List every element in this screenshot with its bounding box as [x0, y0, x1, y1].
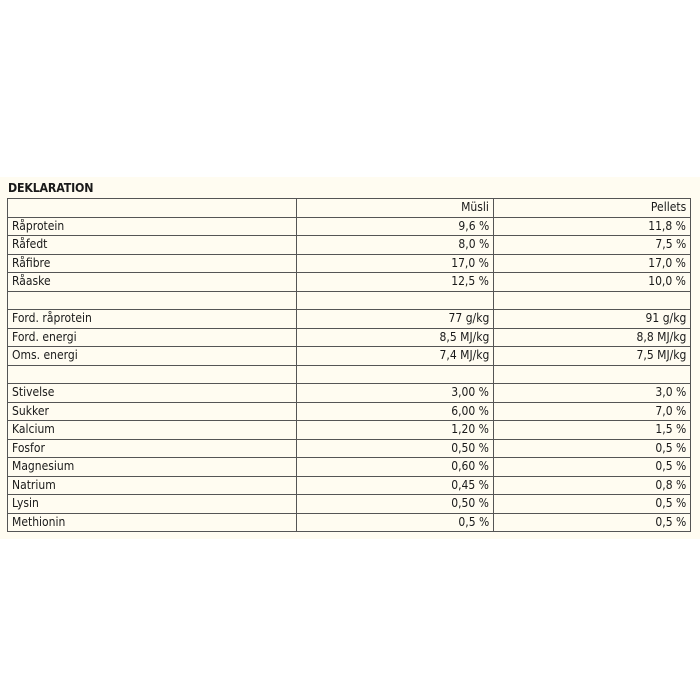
- cell-value-text: 0,5 %: [655, 440, 686, 455]
- cell-value-text: 10,0 %: [648, 274, 686, 289]
- cell-value-text: 8,8 MJ/kg: [636, 329, 686, 344]
- nutrient-label-cell: [8, 254, 297, 273]
- value-cell: [297, 347, 494, 366]
- cell-label-text: Sukker: [12, 403, 49, 418]
- table-row: [8, 347, 691, 366]
- value-cell: [297, 365, 494, 384]
- cell-value-text: Müsli: [461, 200, 489, 215]
- table-row: [8, 217, 691, 236]
- nutrient-label-cell: [8, 421, 297, 440]
- cell-label-text: Oms. energi: [12, 348, 78, 363]
- value-cell: [494, 328, 691, 347]
- cell-value-text: 17,0 %: [648, 255, 686, 270]
- cell-value-text: 0,50 %: [451, 440, 489, 455]
- value-cell: [494, 273, 691, 292]
- cell-label-text: Lysin: [12, 496, 39, 511]
- nutrient-label-cell: [8, 291, 297, 310]
- cell-value-text: 9,6 %: [458, 218, 489, 233]
- cell-label-text: Magnesium: [12, 459, 75, 474]
- table-row: [8, 402, 691, 421]
- value-cell: [494, 365, 691, 384]
- value-cell: [297, 384, 494, 403]
- value-cell: [494, 402, 691, 421]
- value-cell: [297, 439, 494, 458]
- value-cell: [494, 236, 691, 255]
- value-cell: [297, 328, 494, 347]
- value-cell: [494, 513, 691, 532]
- value-cell: [297, 310, 494, 329]
- nutrient-label-cell: [8, 273, 297, 292]
- cell-label-text: Ford. råprotein: [12, 311, 92, 326]
- value-cell: [494, 384, 691, 403]
- nutrient-label-cell: [8, 328, 297, 347]
- value-cell: [494, 421, 691, 440]
- value-cell: [297, 421, 494, 440]
- value-cell: [297, 476, 494, 495]
- cell-value-text: 11,8 %: [648, 218, 686, 233]
- table-row: [8, 439, 691, 458]
- cell-value-text: 0,5 %: [655, 496, 686, 511]
- table-row: [8, 365, 691, 384]
- cell-label-text: Råfibre: [12, 255, 51, 270]
- value-cell: [494, 310, 691, 329]
- declaration-title: DEKLARATION: [8, 181, 94, 195]
- nutrient-label-cell: [8, 495, 297, 514]
- nutrient-label-cell: [8, 217, 297, 236]
- table-row: [8, 495, 691, 514]
- column-header-cell: [494, 199, 691, 218]
- nutrient-label-cell: [8, 347, 297, 366]
- cell-value-text: 1,20 %: [451, 422, 489, 437]
- value-cell: [494, 291, 691, 310]
- value-cell: [494, 439, 691, 458]
- cell-value-text: 7,4 MJ/kg: [439, 348, 489, 363]
- cell-label-text: Kalcium: [12, 422, 55, 437]
- cell-value-text: 0,60 %: [451, 459, 489, 474]
- cell-label-text: Råfedt: [12, 237, 48, 252]
- value-cell: [494, 217, 691, 236]
- cell-label-text: Råprotein: [12, 218, 65, 233]
- cell-value-text: 3,00 %: [451, 385, 489, 400]
- cell-value-text: 7,5 MJ/kg: [636, 348, 686, 363]
- column-header-cell: [297, 199, 494, 218]
- value-cell: [494, 458, 691, 477]
- value-cell: [494, 495, 691, 514]
- nutrient-label-cell: [8, 458, 297, 477]
- value-cell: [297, 273, 494, 292]
- nutrient-label-cell: [8, 476, 297, 495]
- cell-label-text: Natrium: [12, 477, 56, 492]
- nutrient-label-cell: [8, 513, 297, 532]
- cell-value-text: 6,00 %: [451, 403, 489, 418]
- cell-value-text: 8,5 MJ/kg: [439, 329, 489, 344]
- cell-value-text: 0,8 %: [655, 477, 686, 492]
- nutrient-label-cell: [8, 439, 297, 458]
- cell-value-text: 0,50 %: [451, 496, 489, 511]
- cell-value-text: 77 g/kg: [448, 311, 489, 326]
- table-row: [8, 254, 691, 273]
- value-cell: [297, 458, 494, 477]
- nutrient-label-cell: [8, 384, 297, 403]
- cell-value-text: 8,0 %: [458, 237, 489, 252]
- nutrient-label-cell: [8, 365, 297, 384]
- cell-value-text: 0,45 %: [451, 477, 489, 492]
- table-header-row: [8, 199, 691, 218]
- table-row: [8, 421, 691, 440]
- cell-value-text: 12,5 %: [451, 274, 489, 289]
- cell-value-text: 7,0 %: [655, 403, 686, 418]
- table-row: [8, 291, 691, 310]
- cell-value-text: 3,0 %: [655, 385, 686, 400]
- cell-value-text: 7,5 %: [655, 237, 686, 252]
- value-cell: [297, 402, 494, 421]
- cell-value-text: 0,5 %: [655, 459, 686, 474]
- table-row: [8, 310, 691, 329]
- header-blank-cell: [8, 199, 297, 218]
- value-cell: [297, 291, 494, 310]
- cell-value-text: 91 g/kg: [645, 311, 686, 326]
- cell-label-text: Methionin: [12, 514, 66, 529]
- cell-label-text: Ford. energi: [12, 329, 77, 344]
- table-row: [8, 384, 691, 403]
- table-row: [8, 273, 691, 292]
- table-row: [8, 476, 691, 495]
- value-cell: [297, 217, 494, 236]
- value-cell: [494, 347, 691, 366]
- value-cell: [494, 254, 691, 273]
- cell-value-text: Pellets: [650, 200, 686, 215]
- nutrient-label-cell: [8, 402, 297, 421]
- cell-value-text: 0,5 %: [655, 514, 686, 529]
- value-cell: [297, 495, 494, 514]
- nutrient-label-cell: [8, 236, 297, 255]
- value-cell: [297, 254, 494, 273]
- table-row: [8, 458, 691, 477]
- table-row: [8, 513, 691, 532]
- cell-value-text: 17,0 %: [451, 255, 489, 270]
- value-cell: [297, 513, 494, 532]
- cell-label-text: Stivelse: [12, 385, 55, 400]
- value-cell: [297, 236, 494, 255]
- nutrient-label-cell: [8, 310, 297, 329]
- cell-label-text: Råaske: [12, 274, 51, 289]
- table-row: [8, 236, 691, 255]
- table-row: [8, 328, 691, 347]
- cell-value-text: 0,5 %: [458, 514, 489, 529]
- declaration-table: [7, 198, 691, 532]
- cell-label-text: Fosfor: [12, 440, 45, 455]
- value-cell: [494, 476, 691, 495]
- cell-value-text: 1,5 %: [655, 422, 686, 437]
